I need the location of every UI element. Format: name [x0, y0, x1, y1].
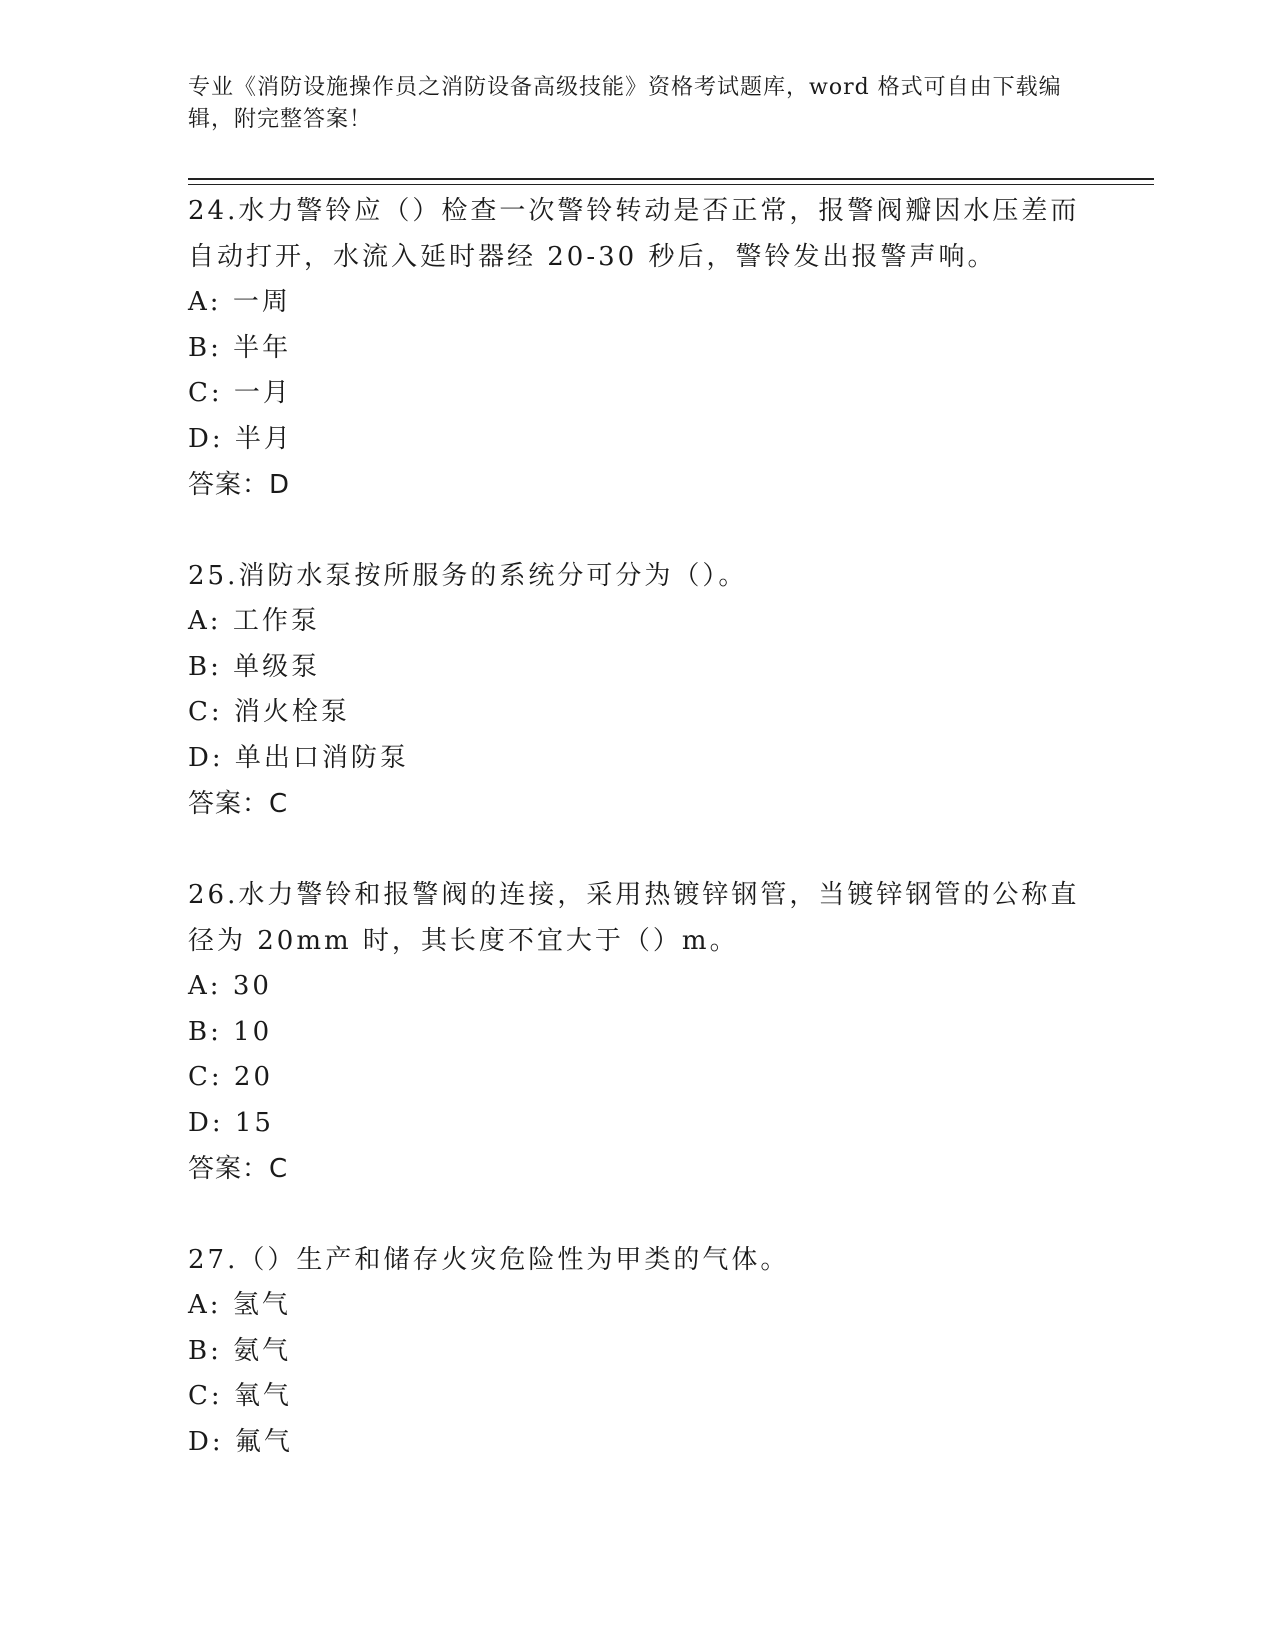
- option-letter: C:: [188, 697, 223, 727]
- question-24: [188, 188, 1088, 508]
- option-letter: B:: [188, 332, 222, 363]
- question-27: [188, 1237, 1088, 1465]
- option-a: [188, 599, 1088, 645]
- option-b: [188, 326, 1088, 372]
- question-26: [188, 872, 1088, 1192]
- question-stem: 24.水力警铃应（）检查一次警铃转动是否正常，报警阀瓣因水压差而自动打开，水流入延时器经 20-30 秒后，警铃发出报警声响。: [188, 196, 1080, 272]
- answer-line: 答案：D: [188, 470, 291, 500]
- question-list: [188, 188, 1088, 1465]
- header-rule-thick: [188, 178, 1154, 180]
- option-c: [188, 1055, 1088, 1101]
- option-text: 15: [234, 1107, 274, 1138]
- option-text: 单级泵: [233, 651, 321, 682]
- option-letter: A:: [188, 1290, 222, 1320]
- option-letter: C:: [188, 1381, 223, 1411]
- question-stem: 27.（）生产和储存火灾危险性为甲类的气体。: [188, 1245, 790, 1275]
- option-d: [188, 1101, 1088, 1147]
- option-c: [188, 1374, 1088, 1420]
- question-stem: 26.水力警铃和报警阀的连接，采用热镀锌钢管，当镀锌钢管的公称直径为 20mm 时，其长度不宜大于（）m。: [188, 880, 1080, 956]
- option-c: [188, 690, 1088, 736]
- option-b: [188, 1329, 1088, 1375]
- option-text: 20: [233, 1062, 274, 1092]
- option-a: [188, 964, 1088, 1010]
- answer-line: 答案：C: [188, 1154, 289, 1184]
- question-25: [188, 553, 1088, 827]
- header-rule-thin: [188, 184, 1154, 185]
- option-text: 氟气: [234, 1426, 293, 1457]
- option-text: 30: [232, 971, 272, 1001]
- option-letter: C:: [188, 1062, 223, 1092]
- option-letter: A:: [188, 287, 222, 317]
- option-letter: C:: [188, 378, 223, 408]
- option-letter: A:: [188, 606, 222, 636]
- option-b: [188, 1010, 1088, 1056]
- option-d: [188, 736, 1088, 782]
- option-c: [188, 371, 1088, 417]
- option-text: 消火栓泵: [233, 697, 350, 727]
- option-letter: D:: [188, 1426, 224, 1457]
- option-d: [188, 417, 1088, 463]
- option-text: 一周: [232, 287, 291, 317]
- option-text: 10: [233, 1016, 273, 1047]
- option-letter: B:: [188, 1335, 222, 1366]
- answer-line: 答案：C: [188, 789, 289, 819]
- option-text: 氧气: [233, 1381, 292, 1411]
- option-letter: D:: [188, 1107, 224, 1138]
- option-d: [188, 1420, 1088, 1466]
- option-letter: D:: [188, 423, 224, 454]
- option-text: 半年: [233, 332, 292, 363]
- option-b: [188, 645, 1088, 691]
- option-letter: B:: [188, 1016, 222, 1047]
- option-text: 氢气: [232, 1290, 291, 1320]
- option-letter: B:: [188, 651, 222, 682]
- document-header: 专业《消防设施操作员之消防设备高级技能》资格考试题库，word 格式可自由下载编辑，附完整答案！: [188, 75, 1062, 132]
- option-text: 半月: [234, 423, 293, 454]
- option-a: [188, 1283, 1088, 1329]
- option-text: 一月: [233, 378, 292, 408]
- question-stem: 25.消防水泵按所服务的系统分可分为（）。: [188, 561, 748, 591]
- option-text: 工作泵: [232, 606, 320, 636]
- option-letter: A:: [188, 971, 222, 1001]
- option-letter: D:: [188, 742, 224, 773]
- option-text: 氨气: [233, 1335, 292, 1366]
- option-a: [188, 280, 1088, 326]
- option-text: 单出口消防泵: [234, 742, 409, 773]
